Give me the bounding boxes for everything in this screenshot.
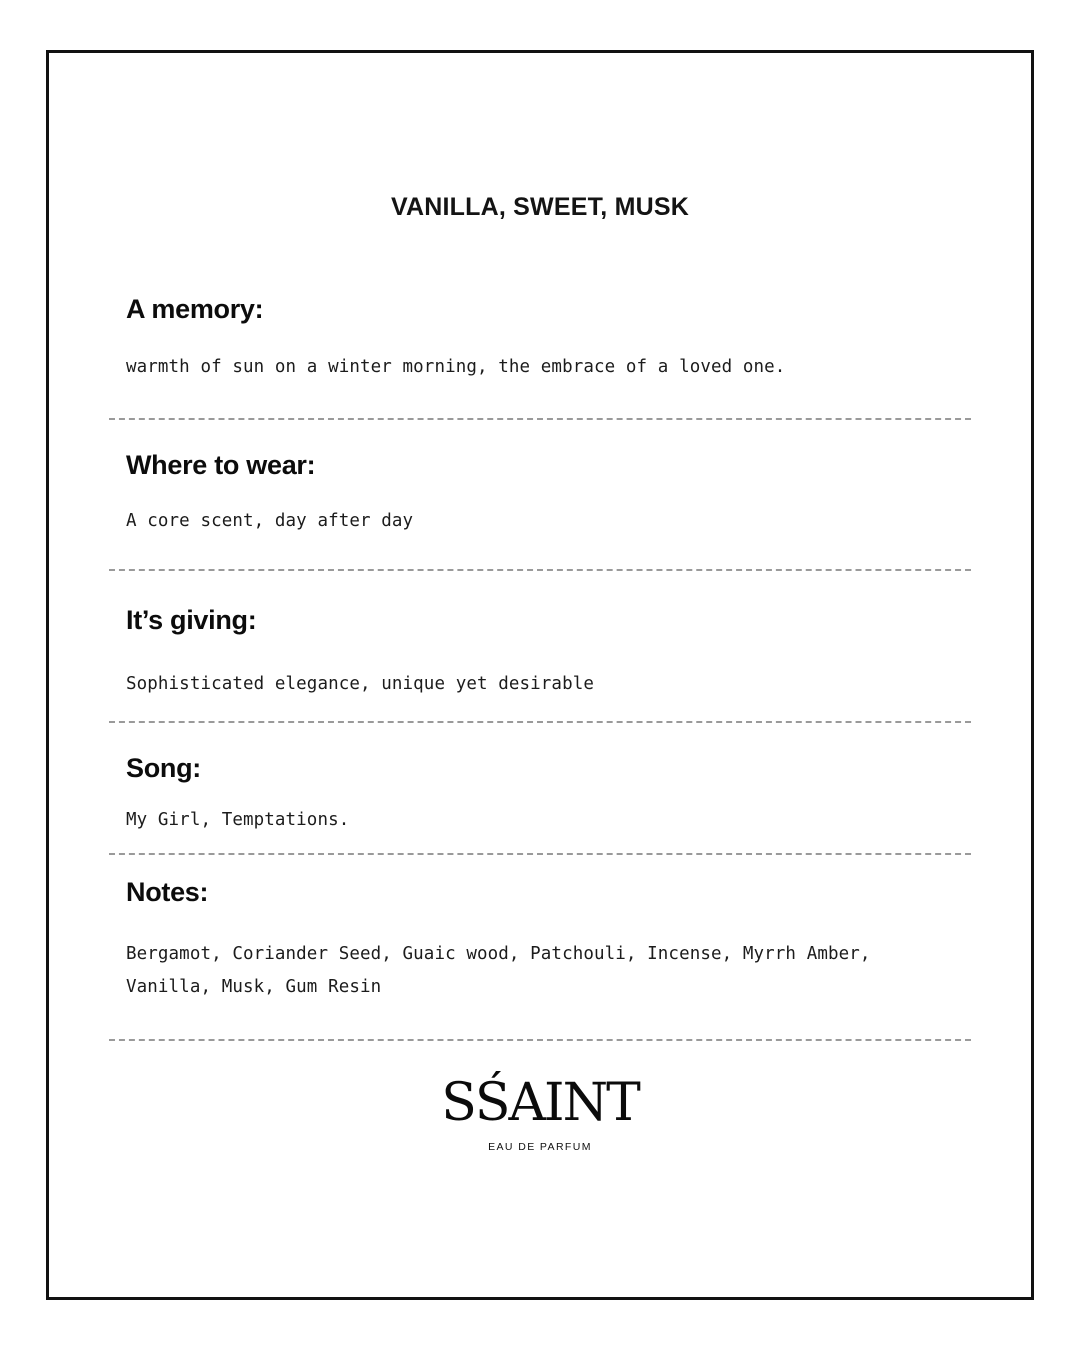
card-border (46, 50, 1034, 1300)
section-title: It’s giving: (126, 604, 257, 635)
section-song (114, 753, 966, 855)
section-its-giving (114, 605, 966, 723)
brand-logo (114, 1072, 966, 1153)
brand-name: SŚAINT (441, 1072, 639, 1133)
section-divider (109, 853, 971, 855)
section-body: Sophisticated elegance, unique yet desirable (126, 673, 594, 694)
section-body: Bergamot, Coriander Seed, Guaic wood, Patchouli, Incense, Myrrh Amber, Vanilla, Musk, Gum Resin (126, 944, 871, 998)
section-a-memory (114, 294, 966, 420)
section-title: Song: (126, 752, 201, 783)
section-body: My Girl, Temptations. (126, 809, 350, 830)
section-body: warmth of sun on a winter morning, the embrace of a loved one. (126, 357, 786, 377)
card-content (49, 53, 1031, 1297)
page-title: VANILLA, SWEET, MUSK (391, 193, 689, 221)
section-divider (109, 418, 971, 420)
section-divider (109, 721, 971, 723)
section-where-to-wear (114, 450, 966, 570)
section-body: A core scent, day after day (126, 511, 414, 532)
section-title: A memory: (126, 294, 264, 324)
section-list (114, 294, 966, 1041)
brand-subtitle: EAU DE PARFUM (488, 1140, 592, 1153)
section-title: Where to wear: (126, 450, 316, 481)
section-divider (109, 569, 971, 571)
section-notes (114, 877, 966, 1041)
section-divider (109, 1039, 971, 1041)
section-title: Notes: (126, 877, 209, 907)
